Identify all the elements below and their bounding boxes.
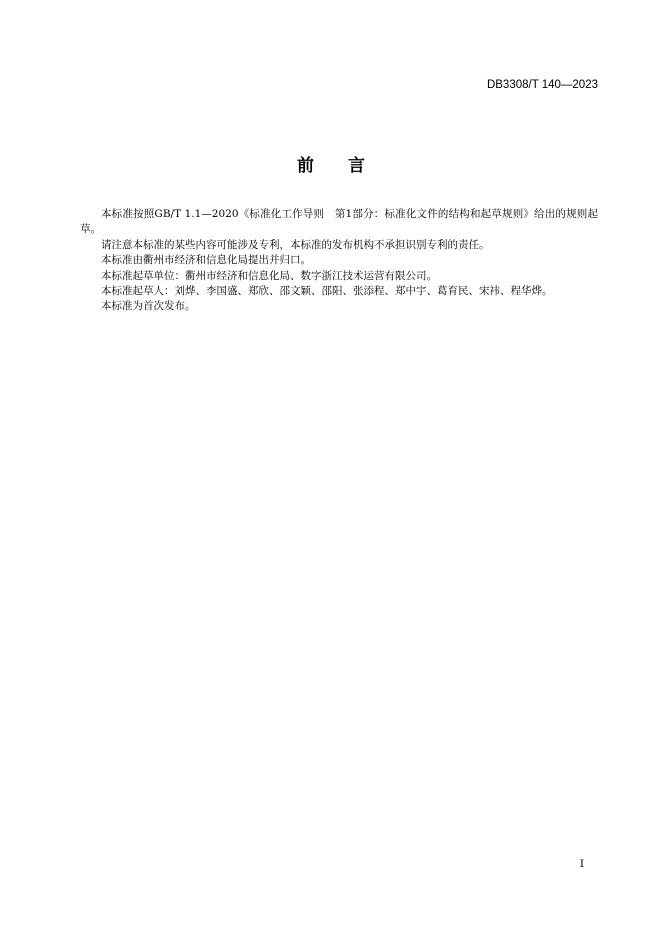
paragraph-proposer: 本标准由衢州市经济和信息化局提出并归口。 [101, 254, 311, 267]
paragraph-drafting-units: 本标准起草单位：衢州市经济和信息化局、数字浙江技术运营有限公司。 [101, 269, 437, 282]
document-code: DB3308/T 140—2023 [486, 79, 598, 91]
foreword-body [80, 207, 598, 315]
page-number: I [579, 858, 584, 870]
paragraph-patent-notice: 请注意本标准的某些内容可能涉及专利，本标准的发布机构不承担识别专利的责任。 [101, 238, 490, 251]
paragraph-drafters: 本标准起草人：刘烨、李国盛、郑欣、邵文颖、邵阳、张添程、郑中宇、葛育民、宋祎、程华烨。 [101, 285, 553, 298]
page-title: 前言 [297, 156, 399, 176]
paragraph-first-release: 本标准为首次发布。 [101, 300, 196, 313]
paragraph-drafting-rules: 本标准按照GB/T 1.1—2020《标准化工作导则 第1部分：标准化文件的结构和起草规则》给出的规则起草。 [80, 208, 598, 236]
